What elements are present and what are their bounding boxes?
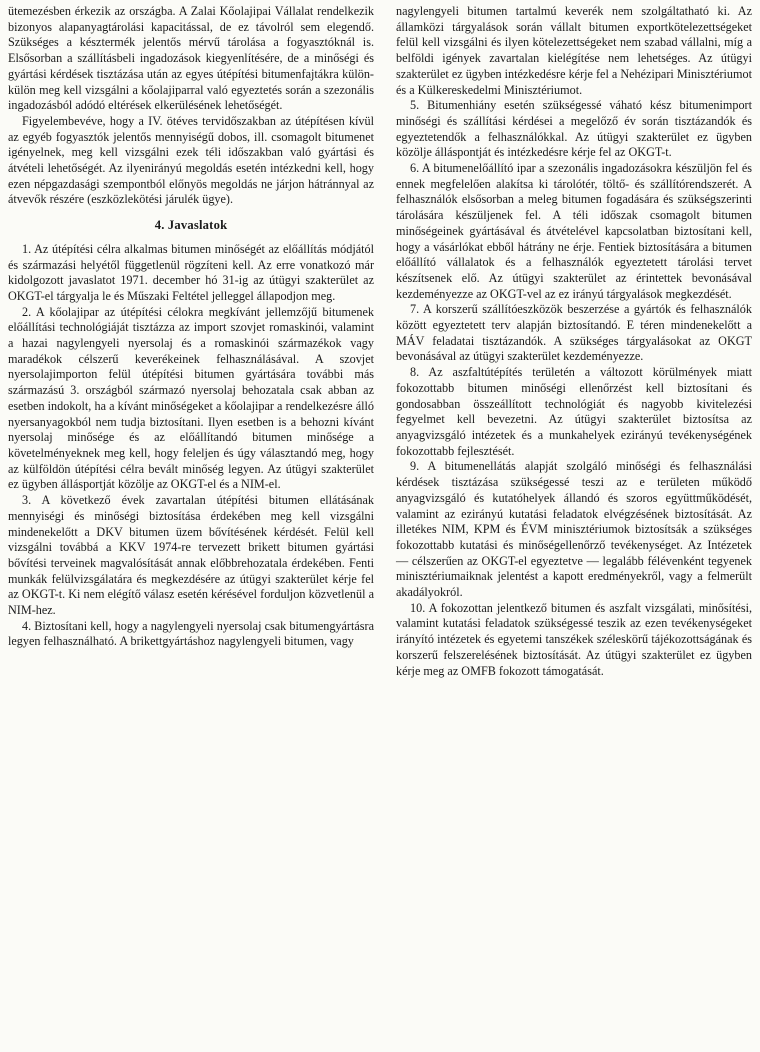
proposal-7: 7. A korszerű szállítóeszközök beszerzése a gyártók és felhasználók között egyeztetett terv alapján biztosítandó. E téren mindenekelőtt a MÁV feladatai tisztázandók. A szükséges tárgyalásokat az OKGT bevonásával az útügyi szakterület kezdeményezze. xyxy=(396,302,752,364)
proposal-9: 9. A bitumenellátás alapját szolgáló minőségi és felhasználási kérdések tisztázása szükségessé teszi az e területen működő anyagvizsgáló és kutatóhelyek állandó és szoros együttműködését, valamint az ezirányú kutatási feladatok elvégzésének biztosítását. Az illetékes NIM, KPM és ÉVM minisztériumok biztosítsák a szükséges fokozottabb kutatási és minőségellenőrző tevékenységet. Az Intézetek — célszerűen az OKGT-el egyeztetve — legalább félévenként tegyenek minisztériumaiknak jelentést a kapott eredményekről, vagy a felmerült akadályokról. xyxy=(396,459,752,600)
proposal-1: 1. Az útépítési célra alkalmas bitumen minőségét az előállítás módjától és származási helyétől függetlenül rögzíteni kell. Az erre vonatkozó már kidolgozott javaslatot 1971. december hó 31-ig az útügyi szakterület az OKGT-el tárgyalja le és Műszaki Feltétel jelleggel állapodjon meg. xyxy=(8,241,374,303)
paragraph: nagylengyeli bitumen tartalmú keverék nem szolgáltatható ki. Az államközi tárgyalások során vállalt bitumen exportkötelezettségeket felül kell vizsgálni és ilyen kötelezettségeket nem szabad vállalni, míg a belföldi igények zavartalan kielégítése nem lehetséges. Az útügyi szakterület ez ügyben intézkedésre kérje fel a Nehézipari Minisztériumot és a Külkereskedelmi Minisztériumot. xyxy=(396,4,752,97)
section-heading: 4. Javaslatok xyxy=(154,218,228,233)
right-column xyxy=(396,4,752,679)
paragraph: Figyelembevéve, hogy a IV. ötéves tervidőszakban az útépítésen kívül az egyéb fogyasztók jelentős mennyiségű dobos, ill. csomagolt bitumenet igényelnek, meg kell vizsgálni ezek téli időszakban való gyártási és átvételi lehetőségét. Az ilyenirányú megoldás esetén intézkedni kell, hogy ezen népgazdasági szempontból előnyös megoldás ne járjon hátránnyal az átvevők részére (eszközlekötési járulék ügye). xyxy=(8,113,374,207)
proposal-3: 3. A következő évek zavartalan útépítési bitumen ellátásának mennyiségi és minőségi biztosítása érdekében meg kell vizsgálni mindenekelőtt a DKV bitumen üzem bővítésének kérdését. Felül kell vizsgálni továbbá a KKV 1974-re tervezett brikett bitumen gyártási bővítési terveinek magvalósítását annak előbbrehozatala érdekében. Fenti munkák felülvizsgálatára és megkezdésére az útügyi szakterület kérje fel az OKGT-t. Ki nem elégítő válasz esetén kérésével forduljon közvetlenül a NIM-hez. xyxy=(8,493,374,618)
proposal-2: 2. A kőolajipar az útépítési célokra megkívánt jellemzőjű bitumenek előállítási technológiáját tisztázza az import szovjet romaskinói, valamint a hazai nagylengyeli nyersolaj és a romaskinói származékok vagy maradékok célszerű keverékeinek felhasználásával. A szovjet nyersolajimporton felül útépítési bitumen gyártására további más származású 3. országból származó nyersolaj behozatala csak abban az esetben indokolt, ha a kívánt minőségeket a kőolajipar a rendelkezésre álló nyersanyagokból nem tudja biztosítani. Ilyen esetben is a behozni kívánt nyersolaj minősége és az előállítandó bitumen minősége a követelményeknek meg kell, hogy feleljen és úgy választandó meg, hogy az külföldön útépítési célra bevált minőség legyen. Az útügyi szakterület ez ügyben állásportját közölje az OKGT-el és a NIM-el. xyxy=(8,304,374,492)
paragraph: ütemezésben érkezik az országba. A Zalai Kőolajipai Vállalat rendelkezik bizonyos alapanyagtárolási kapacitással, de ez távolról sem elegendő. Szükséges a késztermék jelentős mérvű tárolása a fogyasztóknál is. Elsősorban a szállításbeli ingadozások kiegyenlítésére, de a minőségi és gyártási kérdések tisztázása után az egyes útépítési bitumenfajtákra külön-külön meg kell vizsgálni a kőolajiparral való egyeztetés során a szezonális ingadozásból adódó eltérések elkerülésének lehetőségét. xyxy=(8,4,374,113)
proposal-5: 5. Bitumenhiány esetén szükségessé váható kész bitumenimport minőségi és szállítási kérdései a megelőző év során tisztázandók és egyeztetendők a felhasználókkal. Az útügyi szakterület ez ügyben közölje álláspontját és intézkedésre kérje fel az OKGT-t. xyxy=(396,98,752,160)
proposal-4: 4. Biztosítani kell, hogy a nagylengyeli nyersolaj csak bitumengyártásra legyen felhasználható. A brikettgyártáshoz nagylengyeli bitumen, vagy xyxy=(8,618,374,649)
left-column xyxy=(8,4,374,650)
proposal-8: 8. Az aszfaltútépítés területén a változott körülmények miatt fokozottabb bitumen minőségi ellenőrzést kell biztosítani és gondosabban összeállított technológiát és nagyobb kivitelezési fegyelmet kell bevezetni. Az útügyi szakterület biztosítsa az anyagvizsgáló intézetek és a munkahelyek ezirányú tevékenységének fokozottabb fejlesztését. xyxy=(396,365,752,458)
proposal-10: 10. A fokozottan jelentkező bitumen és aszfalt vizsgálati, minősítési, valamint kutatási feladatok szükségessé teszik az ezen tevékenységeket irányító intézetek és egyetemi tanszékek széleskörű tájékozottságának és korszerű felszerelésének biztosítását. Az útügyi szakterület ez ügyben kérje meg az OMFB fokozott támogatását. xyxy=(396,600,752,678)
proposal-6: 6. A bitumenelőállító ipar a szezonális ingadozásokra készüljön fel és ennek megfelelően alakítsa ki tárolótér, töltő- és szállítórendszerét. A felhasználók elsősorban a meleg bitumen fogadására és szükségszerinti tárolására készüljenek fel. A téli időszak csomagolt bitumen minőségeinek gyártásával és átvételével kapcsolatban biztosítani kell, hogy a vásárlókat ebből hátrány ne érje. Fentiek biztosítására a bitumen előállító vállalatok és a felhasználók egyeztetett tárolási tervet készítsenek elő. Az útügyi szakterület az érintettek bevonásával kezdeményezze az OKGT-vel az ez irányú tárgyalások megkezdését. xyxy=(396,161,752,301)
